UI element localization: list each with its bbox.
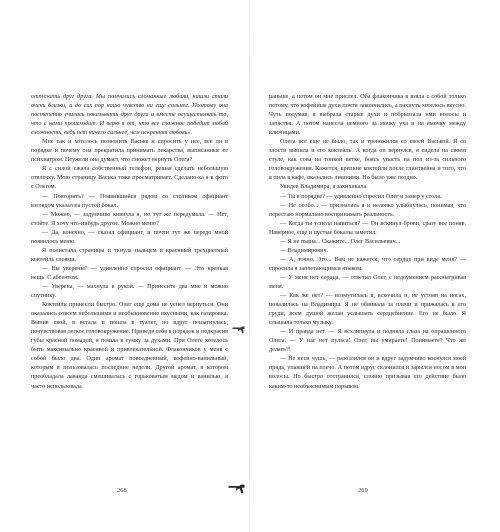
paragraph: — Вы уверены? — удивленно спросил официант. — Это крепкая вещь. С абсентом. <box>31 265 228 281</box>
left-page-number: 268 <box>117 487 127 494</box>
paragraph: — И правда нет. — Я всхлипнула и подняла глаза на опрашенного Олега. — У нас нет пульса! Олег, вы умираете! Понимаете? Что же делать?! <box>269 329 466 354</box>
paragraph: — Уверена, — махнула я рукой. — Принесите два мне и можно спутнику. <box>31 283 228 300</box>
paragraph: Олега все еще не было, так и тревожился со своей Васькой. Я со злости выпила и его коктейль. А когда он вернулся, я сидела на своем стуле, как сова на тонкой ветке, боясь упасть на пол из-за сильного головокружения. Кажется, крепкие коктейли после глинтвейна и того, что я пила в кафе, оказались лишними. Но было уже поздно. <box>269 139 466 182</box>
revolver-ornament-icon <box>228 483 246 494</box>
right-page-text <box>269 93 466 392</box>
paragraph: Я полистала страницы и ткнула пальцем в красивый трехцветный коктейль слоями. <box>31 247 228 263</box>
revolver-ornament-icon <box>232 325 246 334</box>
paragraph: Мне так и хотелось позвонить Ваське и спросить у нее, все ли в порядке и почему она прекратила принимать лекарства, выписанные ее психиатром. Неужели она думает, что сможет вернуть Олега? <box>31 139 228 164</box>
paragraph: — А, точно. Это... Вам не кажется, что сердце при виде меня? — спросила я заплетающимся языком. <box>269 256 466 272</box>
paragraph: — Ты в порядке? — удивленно спросил Олег и замер у стола. <box>280 193 442 200</box>
paragraph: — Когда ты успела напиться? — Он вскинул брови, сразу все поняв. Наверное, еще и пустые бокалы заметил. <box>269 220 466 236</box>
paragraph: — Не особо... — призналась я и неловко улыбнулась, понимая, что перестаю нормально воспринимать реальность. <box>269 202 466 218</box>
paragraph: Коктейли принесли быстро. Олег еще дома не успел вернуться. Они оказались совсем небольшими и необыкновенно вкусными, как газировка. Выпив свой, я встала и пошла в туалет, но вдруг пошатнулась, почувствовав легкое головокружение. Приведя себя в порядок и подкрасив губы красной помадой, я пошла в сумку за духами. При Олеге хотелось быть максимально красивой и привлекательной. Флакончиков у меня с собой было два. Один аромат повседневный, кофейно-ванильный, которым я пользовалась последние недели. Другой аромат, в котором преобладала лаванда смешивалась с горьковатым медом и ванилью, я часто использовала <box>31 302 228 390</box>
paragraph: Увидев Владимира, я захихикала. <box>280 184 368 191</box>
paragraph: — Как же нет? — возмутилась я, вскочила и, не устояв на ногах, повалилась на Владимира. Я не обвивала за плечи и прижалась к его груди, всем душой желая услышать сердцебиение. Его не было. Я слышала только музыку. <box>269 293 466 327</box>
paragraph: — Можно, — задумчиво кивнула я, но тут же передумала. — Нет, стойте. Я хочу что-нибудь другое. Можно меню? <box>31 211 228 227</box>
paragraph: — У меня нет сердца, — ответил Олег, с недоумением рассматривая меня. <box>269 274 466 290</box>
paragraph: раньше, а потом он мне прислел. Оба флакончика я взяла с собой только потому, что кофейные духи почти закончились, а пахнуть хотелось вкусно. Чуть подумав, я выбрала старые духи и побрызгала ими волосы и запястья. А потом нанесла немного за мочку уха и на ямочку между ключицами. <box>269 94 466 137</box>
paragraph: — Не неси чушь, — разозлился он и вдруг задумчиво коснулся моей прядь, упавшей на плечо. А потом вдруг склонился и зарылся носом в мои волосы. Но быстро отстранился, словно призывая его действие было каким-то необъяснимым порывом. <box>269 356 466 390</box>
right-page <box>250 0 500 532</box>
paragraph: — Повторить? — Появившийся рядом со столиком официант взглядом указал на пустой бокал. <box>31 193 228 209</box>
right-page-number: 269 <box>358 487 368 494</box>
paragraph: отпускать друг друга. Мы помчались сломанные любили, нашли стали очень близки, и до сих пор нашо чувство ни еще сильнее. Поэтому она постепенно училась показывать друг друга и вместе осуществлять то, что с нами происходит. И верю я от, что все сложное победит любой сложность, ведь нет ничего сильнее, чем искренняя любовь». <box>31 94 228 137</box>
paragraph: Я с силой сжала собственный телефон, решая сделать небольшую отвлечку. Мою страницу Васька тоже просматривает. Сделано-ка я в фото с Олегом. <box>31 166 228 191</box>
paragraph: — Владимирович. <box>280 247 329 254</box>
paragraph: — Да, конечно, — сказал официант, и почти тут же передо мной появилось меню. <box>31 229 228 245</box>
paragraph: — Я не пьяна... Скажите... Олег Васильевич... <box>280 238 401 245</box>
left-page-text <box>31 93 228 392</box>
